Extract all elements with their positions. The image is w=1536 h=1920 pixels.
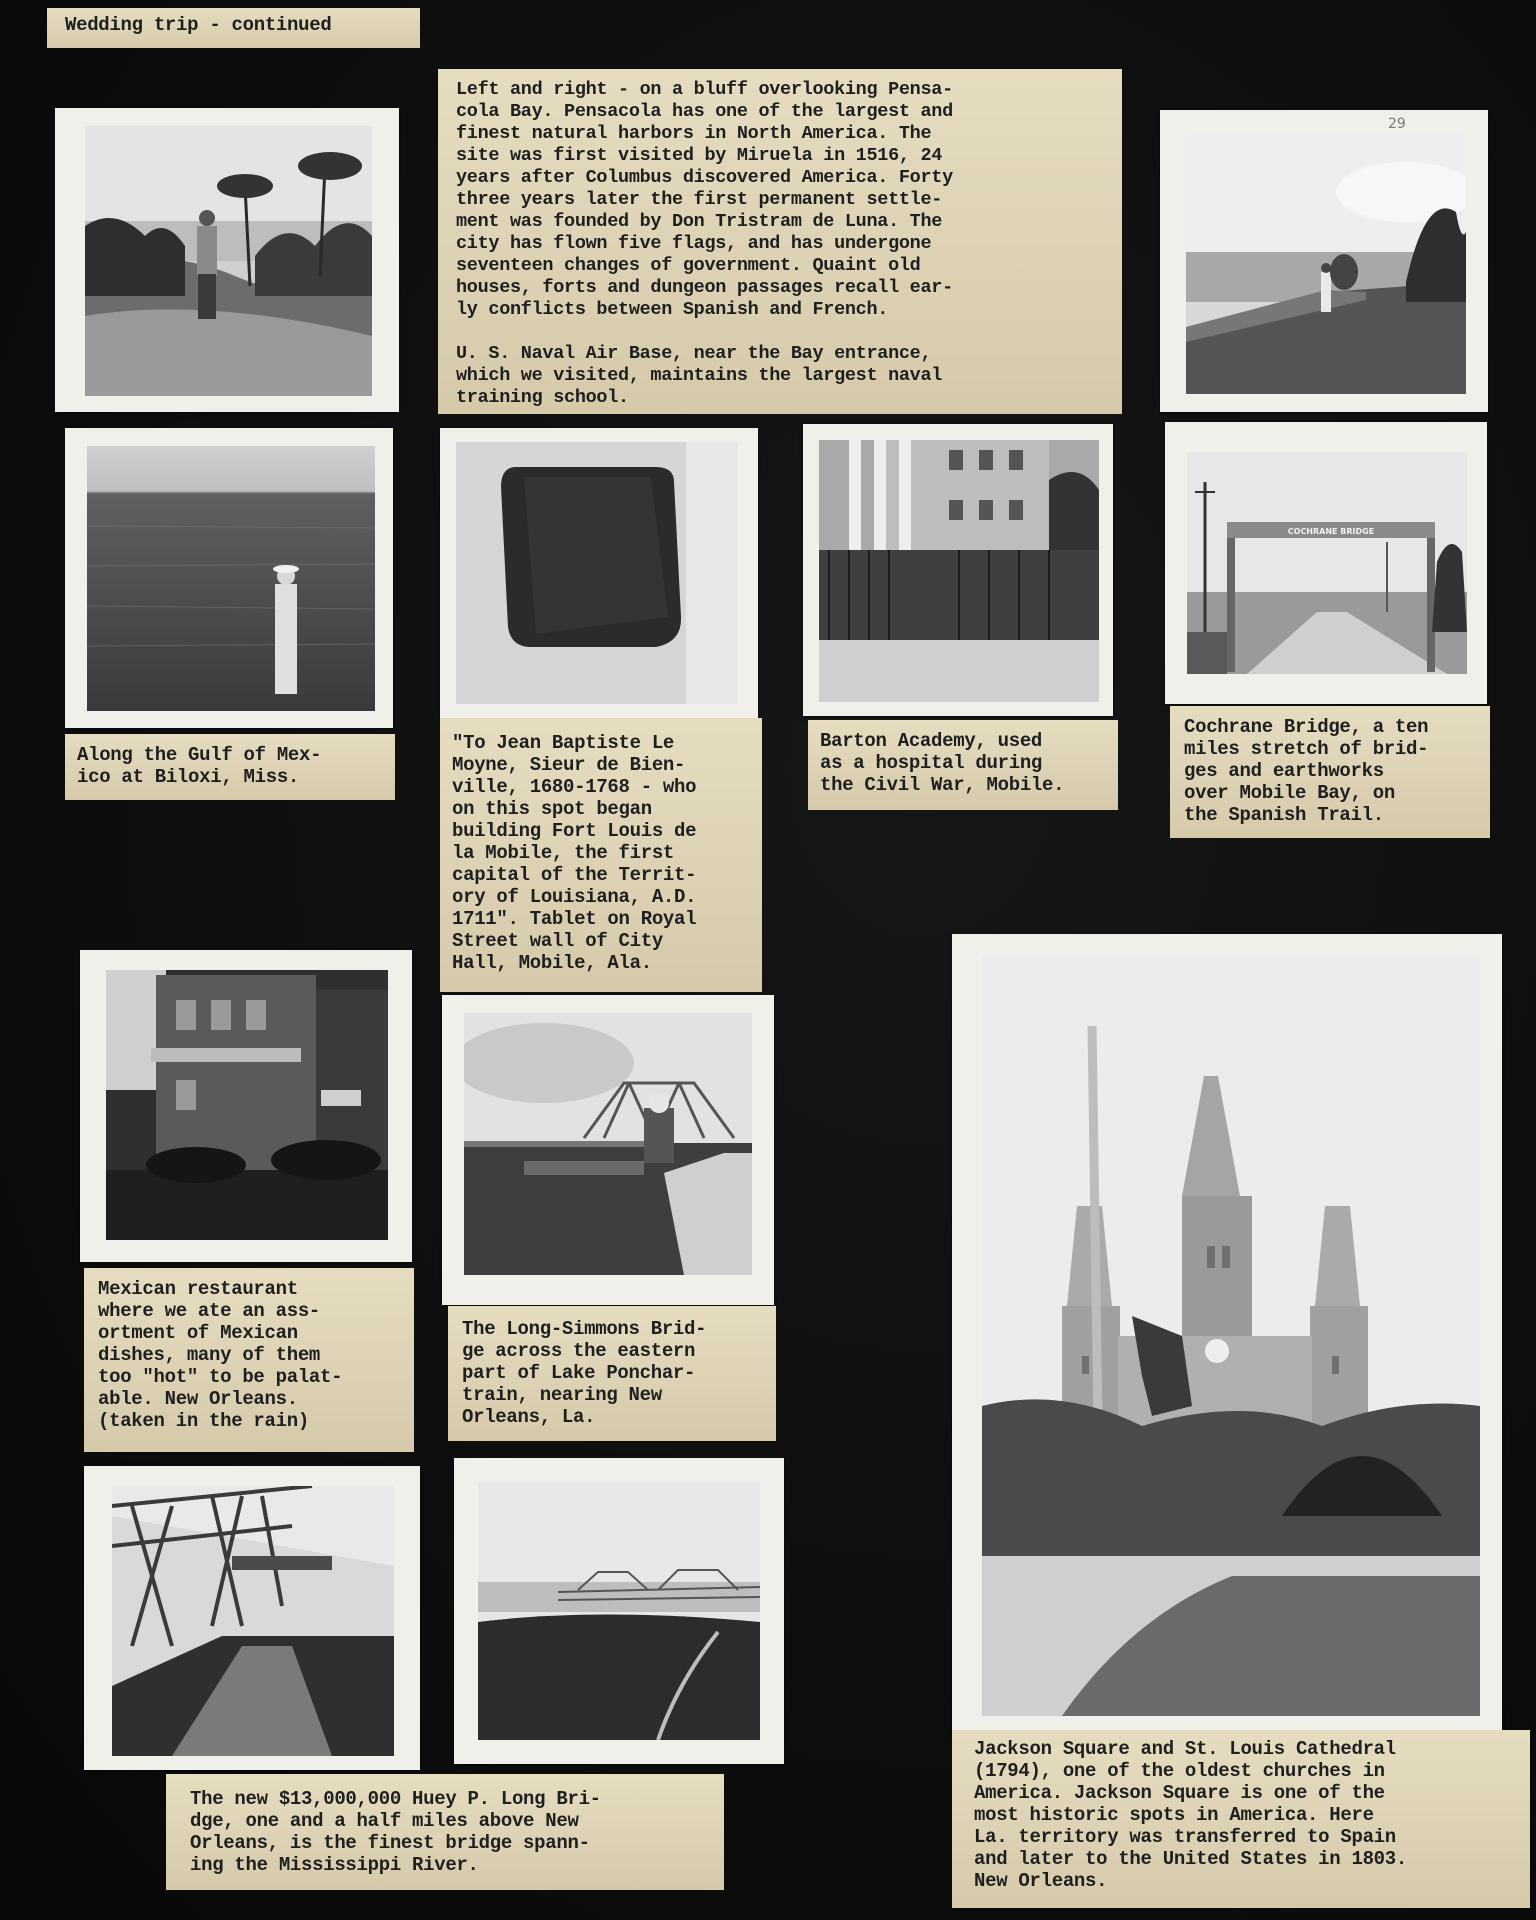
caption-jackson-square: Jackson Square and St. Louis Cathedral (1794), one of the oldest churches in America. Jackson Square is one of the most historic spots in America. Here La. territory was transferred to Spain and later to the United States in 1803. New Orleans. [952, 1730, 1530, 1908]
photo-long-simmons-bridge [442, 995, 774, 1305]
photo-barton-academy [803, 424, 1113, 716]
caption-huey-long-bridge: The new $13,000,000 Huey P. Long Bri- dge, one and a half miles above New Orleans, is the finest bridge spann- ing the Mississippi River. [166, 1774, 724, 1890]
photo-bienville-tablet [440, 428, 758, 718]
cochrane-arch-sign: COCHRANE BRIDGE [1287, 527, 1375, 536]
photo-man-on-bluff [55, 108, 399, 412]
caption-pensacola: Left and right - on a bluff overlooking Pensa- cola Bay. Pensacola has one of the largest and finest natural harbors in North America. The site was first visited by Miruela in 1516, 24 years after Columbus discovered America. Forty three years later the first permanent settle- ment was founded by Don Tristram de Luna. The city has flown five flags, and has undergone seventeen changes of government. Quaint old houses, forts and dungeon passages recall ear- ly conflicts between Spanish and French. U. S. Naval Air Base, near the Bay entrance, which we visited, maintains the largest naval training school. [438, 69, 1122, 414]
photo-huey-long-bridge-deck [84, 1466, 420, 1770]
photo-mexican-restaurant [80, 950, 412, 1262]
photo-woman-on-bluff [1160, 110, 1488, 412]
photo-gulf-of-mexico [65, 428, 393, 728]
caption-barton-academy: Barton Academy, used as a hospital during the Civil War, Mobile. [808, 720, 1118, 810]
photo-huey-long-bridge-distant [454, 1458, 784, 1764]
caption-cochrane-bridge: Cochrane Bridge, a ten miles stretch of brid- ges and earthworks over Mobile Bay, on the Spanish Trail. [1170, 706, 1490, 838]
caption-mexican-restaurant: Mexican restaurant where we ate an ass- ortment of Mexican dishes, many of them too "hot" to be palat- able. New Orleans. (taken in the rain) [84, 1268, 414, 1452]
caption-biloxi: Along the Gulf of Mex- ico at Biloxi, Miss. [65, 734, 395, 800]
photo-jackson-square-cathedral [952, 934, 1502, 1740]
page-title: Wedding trip - continued [47, 8, 420, 48]
caption-bienville-tablet: "To Jean Baptiste Le Moyne, Sieur de Bien- ville, 1680-1768 - who on this spot began building Fort Louis de la Mobile, the first capital of the Territ- ory of Louisiana, A.D. 1711". Tablet on Royal Street wall of City Hall, Mobile, Ala. [440, 718, 762, 992]
photo-cochrane-bridge [1165, 422, 1487, 704]
caption-long-simmons-bridge: The Long-Simmons Brid- ge across the eastern part of Lake Ponchar- train, nearing New Orleans, La. [448, 1306, 776, 1441]
page-number: 29 [1388, 116, 1406, 132]
